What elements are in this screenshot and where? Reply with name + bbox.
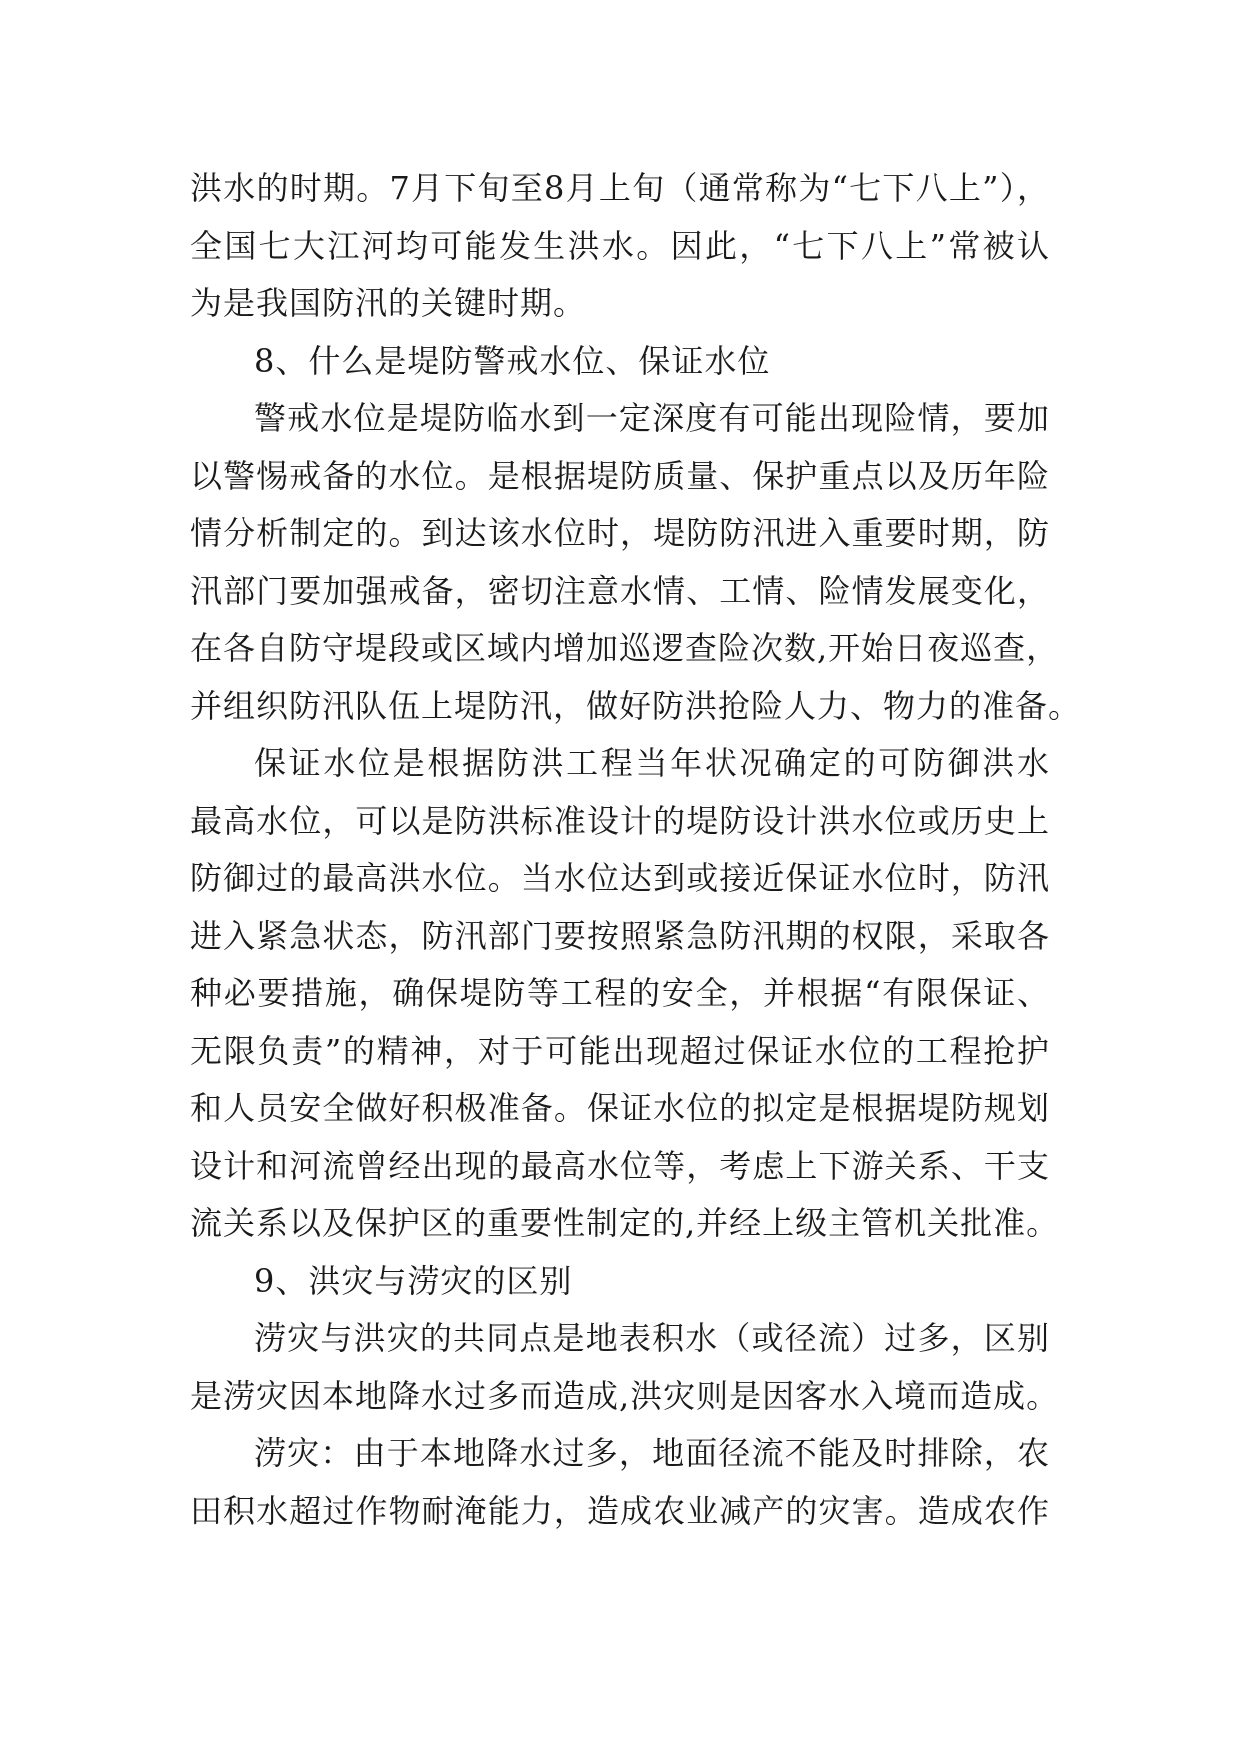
text-line: 防御过的最高洪水位。当水位达到或接近保证水位时，防汛 [190, 859, 1050, 897]
text-line: 情分析制定的。到达该水位时，堤防防汛进入重要时期，防 [190, 514, 1050, 552]
text-line: 涝灾：由于本地降水过多，地面径流不能及时排除，农 [254, 1434, 1050, 1472]
text-line: 警戒水位是堤防临水到一定深度有可能出现险情，要加 [254, 399, 1050, 437]
text-line: 和人员安全做好积极准备。保证水位的拟定是根据堤防规划 [190, 1089, 1050, 1127]
text-line: 保证水位是根据防洪工程当年状况确定的可防御洪水 [254, 744, 1050, 782]
text-line: 为是我国防汛的关键时期。 [190, 284, 587, 322]
text-line: 是涝灾因本地降水过多而造成,洪灾则是因客水入境而造成。 [190, 1376, 1060, 1415]
section-heading: 9、洪灾与涝灾的区别 [254, 1261, 573, 1300]
section-heading: 8、什么是堤防警戒水位、保证水位 [254, 341, 771, 380]
text-line: 最高水位，可以是防洪标准设计的堤防设计洪水位或历史上 [190, 801, 1050, 840]
text-line: 涝灾与洪灾的共同点是地表积水（或径流）过多，区别 [254, 1319, 1050, 1357]
text-line: 全国七大江河均可能发生洪水。因此，“七下八上”常被认 [190, 226, 1050, 265]
text-line: 并组织防汛队伍上堤防汛，做好防洪抢险人力、物力的准备。 [190, 686, 1082, 725]
text-line: 以警惕戒备的水位。是根据堤防质量、保护重点以及历年险 [190, 456, 1050, 495]
text-line: 无限负责”的精神，对于可能出现超过保证水位的工程抢护 [190, 1031, 1050, 1070]
text-line: 种必要措施，确保堤防等工程的安全，并根据“有限保证、 [190, 974, 1050, 1012]
text-line: 进入紧急状态，防汛部门要按照紧急防汛期的权限，采取各 [190, 916, 1050, 955]
text-line: 汛部门要加强戒备，密切注意水情、工情、险情发展变化， [190, 571, 1050, 610]
text-line: 洪水的时期。7月下旬至8月上旬（通常称为“七下八上”）， [190, 169, 1050, 207]
text-line: 流关系以及保护区的重要性制定的,并经上级主管机关批准。 [190, 1204, 1060, 1242]
text-line: 设计和河流曾经出现的最高水位等，考虑上下游关系、干支 [190, 1146, 1050, 1185]
document-body [190, 160, 1082, 1540]
text-line: 田积水超过作物耐淹能力，造成农业减产的灾害。造成农作 [190, 1491, 1050, 1530]
text-line: 在各自防守堤段或区域内增加巡逻查险次数,开始日夜巡查， [190, 629, 1060, 667]
